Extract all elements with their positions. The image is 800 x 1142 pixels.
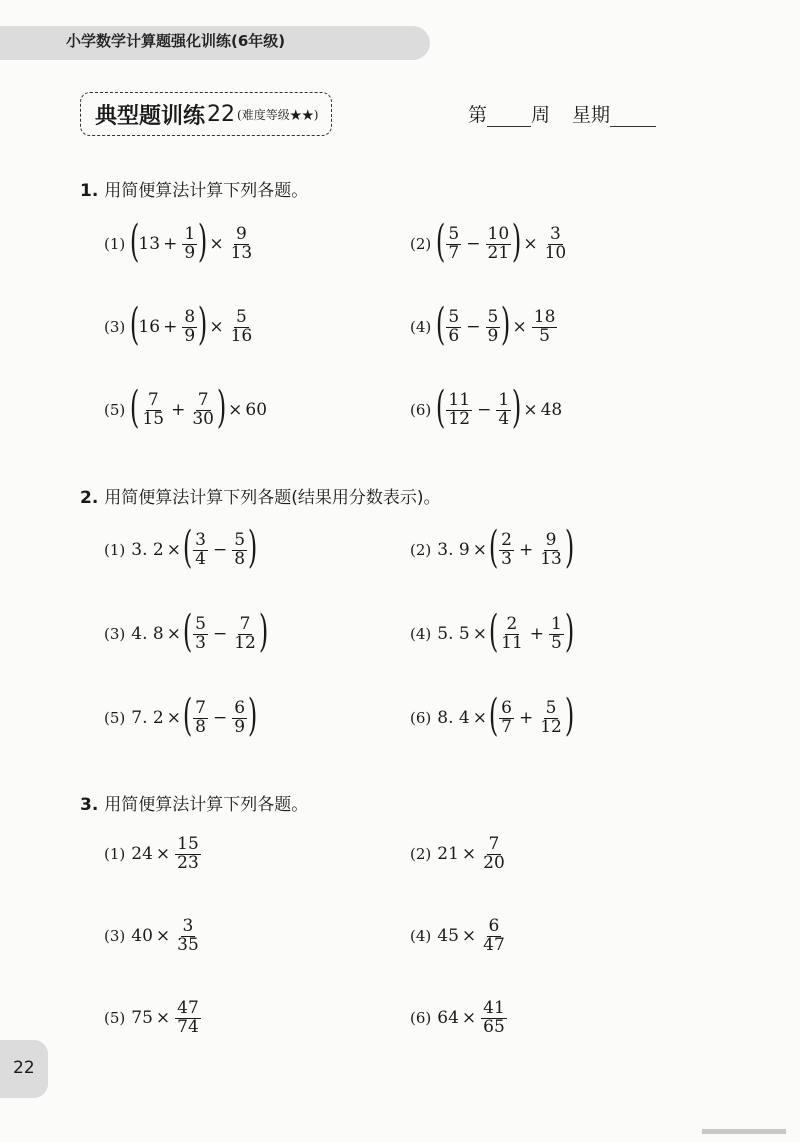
paren-close: ) xyxy=(198,299,208,350)
fraction xyxy=(232,529,247,569)
paren-open: ( xyxy=(182,522,193,573)
denominator: 30 xyxy=(192,408,214,429)
paren-close: ) xyxy=(512,382,522,433)
problem-2-2 xyxy=(410,522,575,573)
paren-close: ) xyxy=(501,299,511,350)
problem-3-3 xyxy=(104,918,203,955)
denominator: 47 xyxy=(483,934,505,955)
times-sign: × xyxy=(472,540,487,560)
fraction xyxy=(175,1000,201,1037)
denominator: 4 xyxy=(498,408,510,429)
times-sign: × xyxy=(523,400,538,420)
numerator: 5 xyxy=(234,529,246,550)
exercise-title: 典型题训练 xyxy=(95,103,206,129)
numerator: 7 xyxy=(147,389,159,410)
operator: − xyxy=(466,234,481,254)
problem-label: (4) xyxy=(410,318,432,336)
denominator: 6 xyxy=(448,325,460,346)
integer: 60 xyxy=(245,400,268,420)
section-1-text: 用简便算法计算下列各题。 xyxy=(104,181,309,201)
problem-3-1 xyxy=(104,836,203,873)
numerator: 1 xyxy=(498,389,510,410)
paren-close: ) xyxy=(564,690,575,741)
numerator: 18 xyxy=(533,306,556,327)
denominator: 5 xyxy=(551,632,562,653)
operator: − xyxy=(466,317,481,337)
fraction xyxy=(543,223,569,263)
denominator: 9 xyxy=(184,325,196,346)
problem-1-5 xyxy=(104,382,268,433)
paren-open: ( xyxy=(488,690,499,741)
decimal: 5. 5 xyxy=(437,624,470,644)
fraction xyxy=(446,223,461,263)
section-3-title xyxy=(80,790,308,815)
fraction xyxy=(486,306,501,346)
paren-close: ) xyxy=(198,216,208,267)
denominator: 9 xyxy=(487,325,499,346)
problem-1-4 xyxy=(410,299,559,350)
fraction xyxy=(538,697,564,737)
difficulty-level: (难度等级★★) xyxy=(237,107,319,122)
numerator: 7 xyxy=(488,834,500,854)
numerator: 1 xyxy=(184,223,196,244)
denominator: 9 xyxy=(234,716,246,737)
numerator: 9 xyxy=(545,529,557,550)
problem-label: (6) xyxy=(410,1009,432,1028)
problem-3-2 xyxy=(410,836,509,873)
problem-label: (5) xyxy=(104,1009,126,1028)
section-1-number: 1. xyxy=(80,181,99,201)
paren-open: ( xyxy=(130,216,140,267)
fraction xyxy=(538,529,564,569)
numerator: 9 xyxy=(235,223,247,244)
section-3-number: 3. xyxy=(80,795,99,815)
problem-3-6 xyxy=(410,1000,509,1037)
paren-open: ( xyxy=(182,606,193,657)
denominator: 11 xyxy=(501,632,523,653)
fraction xyxy=(175,836,201,873)
paren-close: ) xyxy=(564,522,575,573)
problem-label: (1) xyxy=(104,541,126,559)
times-sign: × xyxy=(155,844,171,865)
integer: 45 xyxy=(437,926,459,947)
denominator: 13 xyxy=(540,548,562,569)
numerator: 6 xyxy=(488,916,500,936)
operator: + xyxy=(518,540,534,560)
denominator: 16 xyxy=(230,325,253,346)
weekday-label: 星期 xyxy=(572,104,611,126)
numerator: 5 xyxy=(448,306,460,327)
denominator: 4 xyxy=(195,548,206,569)
integer: 24 xyxy=(131,844,153,865)
operator: + xyxy=(163,317,178,337)
paren-close: ) xyxy=(247,522,258,573)
denominator: 9 xyxy=(184,242,196,263)
numerator: 6 xyxy=(501,697,512,718)
times-sign: × xyxy=(472,708,487,728)
numerator: 41 xyxy=(483,998,505,1018)
paren-close: ) xyxy=(512,216,522,267)
paren-close: ) xyxy=(216,382,227,433)
operator: + xyxy=(529,624,545,644)
numerator: 7 xyxy=(197,389,209,410)
times-sign: × xyxy=(166,624,181,644)
times-sign: × xyxy=(166,540,181,560)
fraction xyxy=(496,389,511,429)
operator: + xyxy=(163,234,178,254)
numerator: 7 xyxy=(239,613,251,634)
fraction xyxy=(499,697,514,737)
times-sign: × xyxy=(461,926,477,947)
integer: 75 xyxy=(131,1008,153,1029)
page-number: 22 xyxy=(13,1058,35,1078)
paren-open: ( xyxy=(488,522,499,573)
fraction xyxy=(446,306,461,346)
problem-label: (1) xyxy=(104,235,126,253)
fraction xyxy=(182,306,197,346)
paren-open: ( xyxy=(130,299,140,350)
numerator: 3 xyxy=(195,529,206,550)
denominator: 35 xyxy=(177,934,199,955)
paren-close: ) xyxy=(564,606,575,657)
times-sign: × xyxy=(472,624,487,644)
denominator: 10 xyxy=(544,242,567,263)
problem-3-5 xyxy=(104,1000,203,1037)
times-sign: × xyxy=(155,1008,171,1029)
numerator: 1 xyxy=(551,613,562,634)
fraction xyxy=(229,223,255,263)
denominator: 65 xyxy=(483,1016,505,1037)
problem-1-2 xyxy=(410,216,570,267)
problem-1-3 xyxy=(104,299,256,350)
integer: 16 xyxy=(138,317,161,337)
problem-3-4 xyxy=(410,918,509,955)
operator: + xyxy=(171,400,186,420)
numerator: 3 xyxy=(549,223,561,244)
integer: 21 xyxy=(437,844,459,865)
fraction xyxy=(229,306,255,346)
paren-open: ( xyxy=(130,382,140,433)
denominator: 8 xyxy=(195,716,206,737)
fraction xyxy=(193,697,208,737)
problem-2-4 xyxy=(410,606,575,657)
denominator: 20 xyxy=(483,852,505,873)
paren-open: ( xyxy=(436,299,446,350)
numerator: 10 xyxy=(487,223,510,244)
problem-2-3 xyxy=(104,606,269,657)
numerator: 5 xyxy=(448,223,460,244)
fraction xyxy=(175,918,201,955)
problem-label: (4) xyxy=(410,927,432,946)
paren-open: ( xyxy=(488,606,499,657)
exercise-number: 22 xyxy=(207,101,236,127)
problem-2-5 xyxy=(104,690,258,741)
week-blank[interactable] xyxy=(487,106,531,127)
paren-close: ) xyxy=(247,690,258,741)
exercise-title-box xyxy=(80,92,332,136)
numerator: 11 xyxy=(448,389,471,410)
paren-close: ) xyxy=(258,606,269,657)
denominator: 74 xyxy=(177,1016,199,1037)
times-sign: × xyxy=(155,926,171,947)
numerator: 7 xyxy=(195,697,206,718)
numerator: 47 xyxy=(177,998,199,1018)
decimal: 8. 4 xyxy=(437,708,470,728)
integer: 40 xyxy=(131,926,153,947)
section-3-text: 用简便算法计算下列各题。 xyxy=(104,795,309,815)
numerator: 5 xyxy=(545,697,557,718)
operator: − xyxy=(212,708,228,728)
problem-1-6 xyxy=(410,382,563,433)
problem-label: (1) xyxy=(104,845,126,864)
problem-label: (4) xyxy=(410,625,432,643)
problem-label: (2) xyxy=(410,845,432,864)
problem-2-1 xyxy=(104,522,258,573)
operator: − xyxy=(477,400,492,420)
book-title: 小学数学计算题强化训练(6年级) xyxy=(66,32,286,50)
fraction xyxy=(481,836,507,873)
week-day-line xyxy=(468,100,656,127)
fraction xyxy=(193,613,208,653)
fraction xyxy=(499,529,514,569)
problem-label: (3) xyxy=(104,318,126,336)
decimal: 3. 9 xyxy=(437,540,470,560)
problem-label: (5) xyxy=(104,709,126,727)
operator: + xyxy=(518,708,534,728)
times-sign: × xyxy=(512,317,527,337)
fraction xyxy=(532,306,558,346)
fraction xyxy=(140,389,166,429)
times-sign: × xyxy=(209,234,224,254)
decimal: 4. 8 xyxy=(131,624,164,644)
integer: 48 xyxy=(540,400,563,420)
operator: − xyxy=(212,624,228,644)
times-sign: × xyxy=(461,844,477,865)
problem-2-6 xyxy=(410,690,575,741)
times-sign: × xyxy=(523,234,538,254)
integer: 64 xyxy=(437,1008,459,1029)
problem-label: (5) xyxy=(104,401,126,419)
fraction xyxy=(190,389,216,429)
fraction xyxy=(481,1000,507,1037)
problem-label: (2) xyxy=(410,541,432,559)
week-prefix: 第 xyxy=(468,104,488,126)
fraction xyxy=(486,223,512,263)
paren-open: ( xyxy=(436,216,446,267)
numerator: 6 xyxy=(234,697,246,718)
problem-label: (3) xyxy=(104,927,126,946)
fraction xyxy=(499,613,525,653)
denominator: 8 xyxy=(234,548,246,569)
section-1-title xyxy=(80,176,308,201)
times-sign: × xyxy=(166,708,181,728)
denominator: 7 xyxy=(501,716,512,737)
paren-open: ( xyxy=(436,382,446,433)
denominator: 13 xyxy=(230,242,253,263)
numerator: 15 xyxy=(177,834,199,854)
denominator: 12 xyxy=(448,408,471,429)
numerator: 5 xyxy=(235,306,247,327)
denominator: 15 xyxy=(142,408,165,429)
numerator: 5 xyxy=(487,306,499,327)
problem-label: (2) xyxy=(410,235,432,253)
numerator: 2 xyxy=(506,613,518,634)
numerator: 2 xyxy=(501,529,512,550)
numerator: 5 xyxy=(195,613,206,634)
denominator: 12 xyxy=(540,716,562,737)
denominator: 3 xyxy=(195,632,206,653)
problem-label: (6) xyxy=(410,709,432,727)
numerator: 3 xyxy=(182,916,194,936)
fraction xyxy=(549,613,564,653)
fraction xyxy=(481,918,507,955)
denominator: 23 xyxy=(177,852,199,873)
problem-label: (3) xyxy=(104,625,126,643)
integer: 13 xyxy=(138,234,161,254)
paren-open: ( xyxy=(182,690,193,741)
denominator: 12 xyxy=(234,632,256,653)
times-sign: × xyxy=(228,400,243,420)
operator: − xyxy=(212,540,228,560)
times-sign: × xyxy=(461,1008,477,1029)
fraction xyxy=(446,389,472,429)
section-2-text: 用简便算法计算下列各题(结果用分数表示)。 xyxy=(104,488,441,508)
decimal: 7. 2 xyxy=(131,708,164,728)
times-sign: × xyxy=(209,317,224,337)
fraction xyxy=(232,613,258,653)
section-2-number: 2. xyxy=(80,488,99,508)
fraction xyxy=(193,529,208,569)
section-2-title xyxy=(80,483,441,508)
denominator: 7 xyxy=(448,242,460,263)
denominator: 5 xyxy=(539,325,550,346)
decimal: 3. 2 xyxy=(131,540,164,560)
denominator: 3 xyxy=(501,548,512,569)
footer-mark xyxy=(702,1129,786,1134)
problem-1-1 xyxy=(104,216,256,267)
numerator: 8 xyxy=(184,306,196,327)
week-suffix: 周 xyxy=(531,104,551,126)
fraction xyxy=(182,223,197,263)
fraction xyxy=(232,697,247,737)
problem-label: (6) xyxy=(410,401,432,419)
denominator: 21 xyxy=(487,242,510,263)
weekday-blank[interactable] xyxy=(610,106,656,127)
